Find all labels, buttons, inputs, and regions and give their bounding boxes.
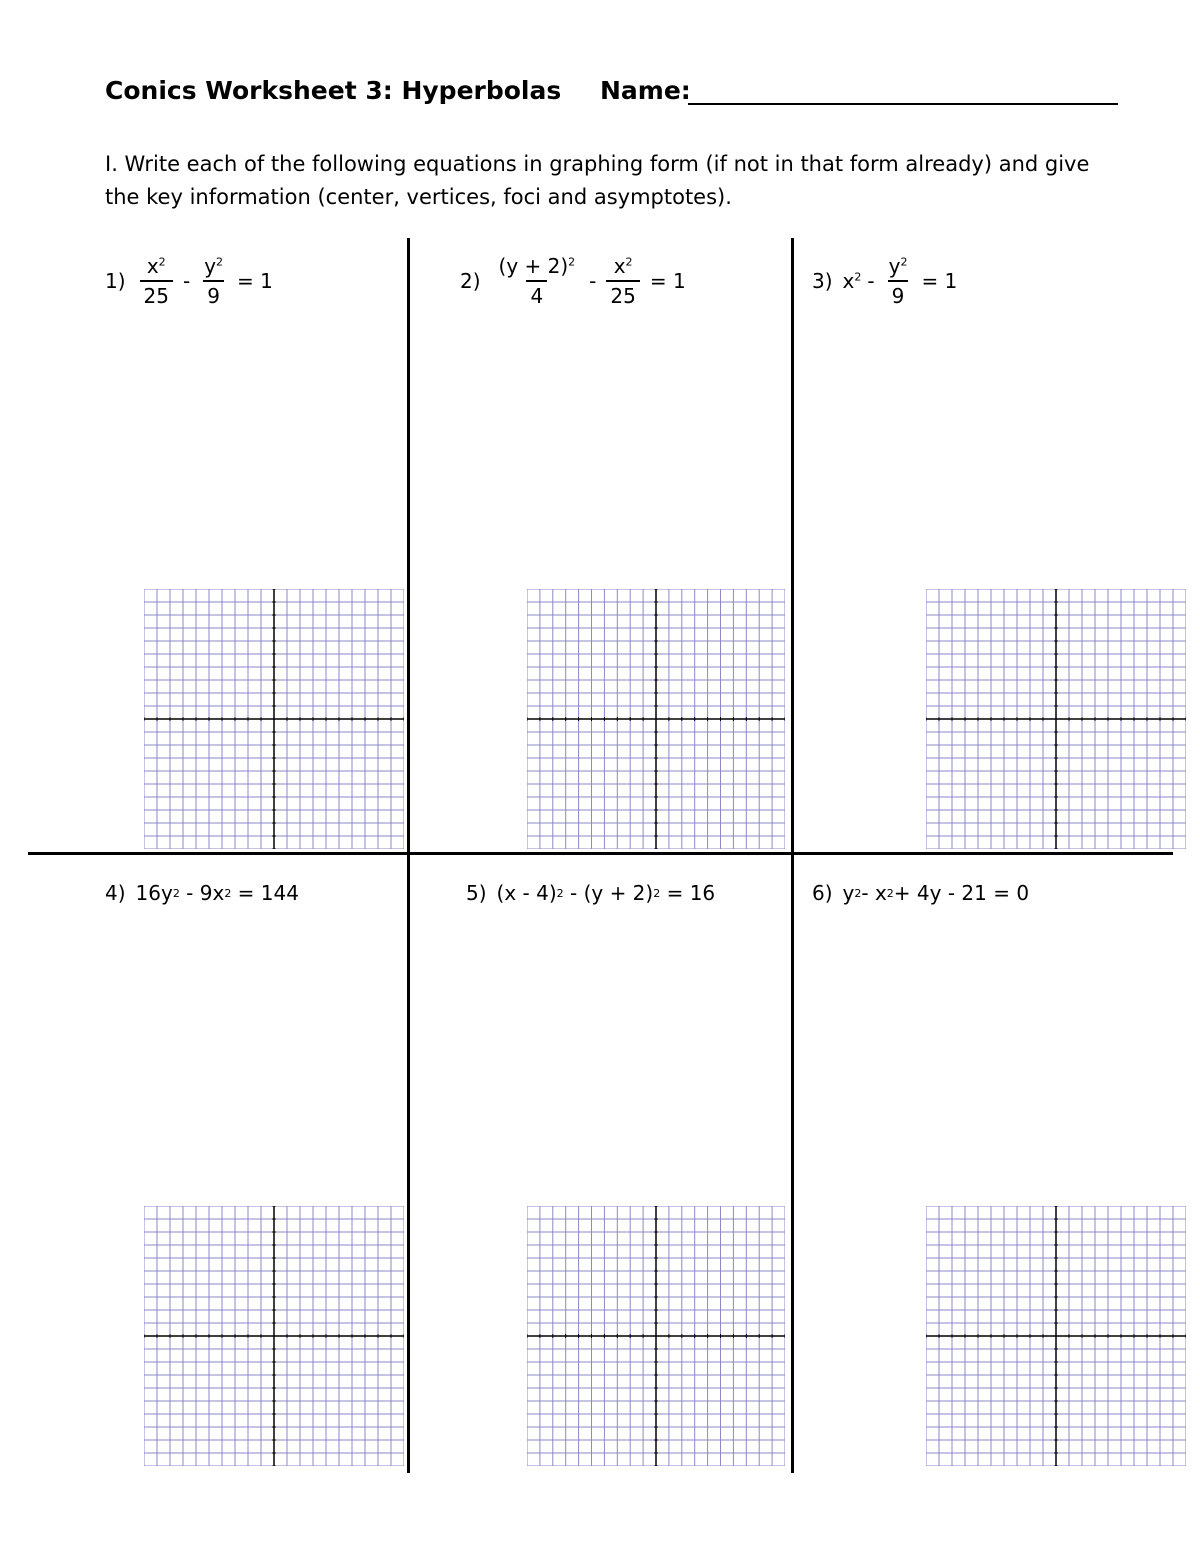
graph-grid-6[interactable]: [926, 1206, 1186, 1466]
problem-number: 2): [460, 269, 481, 293]
problem-5: 5) (x - 4) 2 - (y + 2) 2 = 16: [466, 881, 716, 905]
fraction: $\frac{x^2}{25}$: [606, 254, 639, 308]
fraction: $\frac{x^2}{25}$: [140, 254, 173, 308]
problem-3: 3) $x^2$ - $\frac{y^2}{9}$ = 1: [812, 254, 958, 308]
instructions: I. Write each of the following equations in graphing form (if not in that form already) and give the key information (center, vertices, foci and asymptotes).: [105, 152, 1090, 209]
problem-number: 3): [812, 269, 833, 293]
problem-number: 6): [812, 881, 833, 905]
name-blank-line[interactable]: [688, 103, 1118, 105]
name-label: Name:: [600, 76, 691, 105]
problem-number: 1): [105, 269, 126, 293]
fraction: $\frac{y^2}{9}$: [204, 254, 224, 308]
graph-grid-2[interactable]: [527, 589, 785, 849]
problem-1: 1) $\frac{x^2}{25}$ - $\frac{y^2}{9}$ = 1: [105, 254, 273, 308]
problem-2: 2) $\frac{(y + 2)^2}{4}$ - $\frac{x^2}{25}$ = 1: [460, 254, 686, 308]
worksheet-title: Conics Worksheet 3: Hyperbolas: [105, 76, 562, 105]
graph-grid-4[interactable]: [144, 1206, 404, 1466]
graph-grid-1[interactable]: [144, 589, 404, 849]
column-divider-left: [407, 238, 410, 1473]
column-divider-right: [791, 238, 794, 1473]
row-divider: [28, 852, 1173, 855]
problem-number: 5): [466, 881, 487, 905]
problem-6: 6) y 2 - x 2 + 4y - 21 = 0: [812, 881, 1030, 905]
fraction: $\frac{y^2}{9}$: [888, 254, 908, 308]
graph-grid-5[interactable]: [527, 1206, 785, 1466]
problem-number: 4): [105, 881, 126, 905]
graph-grid-3[interactable]: [926, 589, 1186, 849]
fraction: $\frac{(y + 2)^2}{4}$: [498, 254, 576, 308]
problem-4: 4) 16y 2 - 9x 2 = 144: [105, 881, 299, 905]
